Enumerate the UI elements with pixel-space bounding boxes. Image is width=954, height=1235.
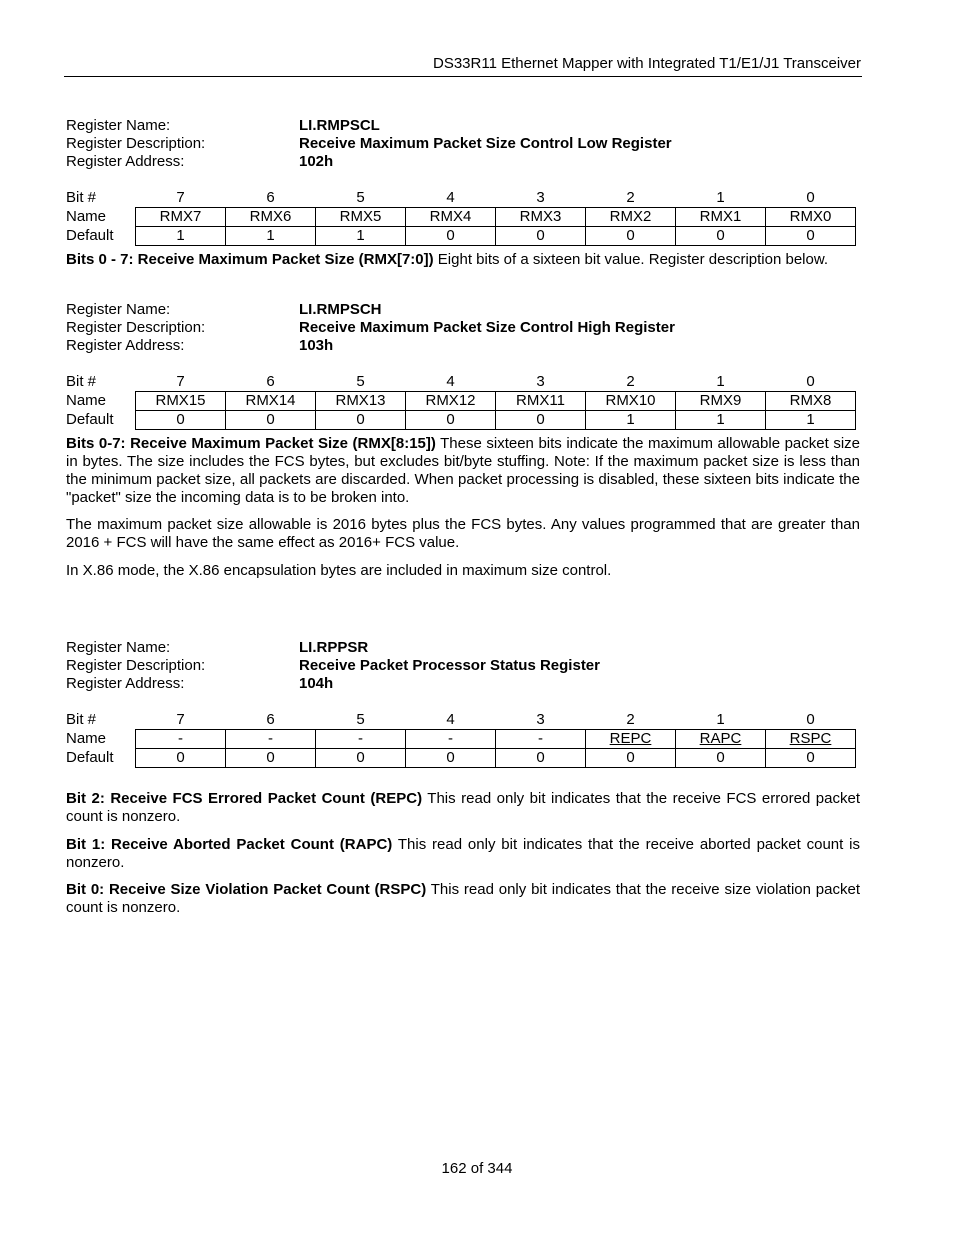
paragraph-heading: Bits 0-7: Receive Maximum Packet Size (RMX[8:15]) (66, 435, 436, 452)
register-name-value: LI.RPPSR (299, 639, 369, 656)
paragraph-text: These sixteen bits indicate the maximum allowable packet size in bytes. The size includes the FCS bytes, but excludes bit/byte stuffing. Note: If the maximum packet size is less than the minimum packet size, all packets are discarded. When packet processing is disabled, these sixteen bits indicate the "packet" size the incoming data is to be broken into. (66, 435, 860, 506)
bit-name-cell: - (496, 730, 586, 749)
bit-name-cell: RMX13 (316, 392, 406, 411)
default-cell: 0 (586, 227, 676, 246)
bit-name-cell: RMX5 (316, 208, 406, 227)
default-cell: 0 (316, 749, 406, 768)
bit-number: 6 (266, 373, 275, 390)
bit-name-cell: RMX10 (586, 392, 676, 411)
bit-name-cell: RMX3 (496, 208, 586, 227)
default-cell: 0 (316, 411, 406, 430)
bit-name-cell: RMX9 (676, 392, 766, 411)
bit-name-row (66, 730, 856, 749)
default-row-label: Default (66, 227, 114, 244)
register-description-value: Receive Packet Processor Status Register (299, 657, 600, 674)
bit-number: 6 (266, 711, 275, 728)
register-meta (66, 639, 866, 695)
bit-name-cell: RMX7 (136, 208, 226, 227)
bit-name-cell: RMX11 (496, 392, 586, 411)
default-row (66, 227, 856, 246)
bit-name-cell: RMX1 (676, 208, 766, 227)
bit-number: 2 (626, 373, 635, 390)
bit-number: 5 (356, 711, 365, 728)
default-cell: 0 (496, 227, 586, 246)
bit-number: 1 (716, 711, 725, 728)
register-description-value: Receive Maximum Packet Size Control Low Register (299, 135, 672, 152)
bit-name-cell: RMX2 (586, 208, 676, 227)
bit-name-cell: RMX14 (226, 392, 316, 411)
page-number: 162 of 344 (441, 1160, 513, 1177)
default-cell: 0 (766, 749, 856, 768)
bit-row-label: Bit # (66, 189, 97, 207)
bit-number: 3 (536, 711, 545, 728)
default-row (66, 411, 856, 430)
bit-number: 6 (266, 189, 275, 206)
default-row-label: Default (66, 749, 114, 766)
name-row-label: Name (66, 392, 107, 409)
header-rule (64, 76, 862, 77)
default-cell: 1 (766, 411, 856, 430)
paragraph-heading: Bit 2: Receive FCS Errored Packet Count (REPC) (66, 790, 423, 807)
bit-table (66, 373, 856, 430)
bit-number: 5 (356, 189, 365, 206)
register-description-label: Register Description: (66, 657, 206, 674)
register-name-value: LI.RMPSCL (299, 117, 380, 134)
description-paragraph: In X.86 mode, the X.86 encapsulation bytes are included in maximum size control. (66, 562, 612, 579)
bit-table (66, 711, 856, 768)
bit-table (66, 189, 856, 246)
bit-number: 4 (446, 711, 455, 728)
default-row (66, 749, 856, 768)
paragraph-heading: Bits 0 - 7: Receive Maximum Packet Size (RMX[7:0]) (66, 251, 434, 268)
bit-name-cell: RAPC (676, 730, 766, 749)
default-cell: 1 (586, 411, 676, 430)
bit-number: 1 (716, 373, 725, 390)
paragraph-heading: Bit 1: Receive Aborted Packet Count (RAPC) (66, 836, 393, 853)
register-name-value: LI.RMPSCH (299, 301, 382, 318)
bit-row-label: Bit # (66, 711, 97, 729)
description-paragraph (66, 836, 860, 872)
register-description-label: Register Description: (66, 319, 206, 336)
register-name-label: Register Name: (66, 639, 171, 656)
bit-number: 4 (446, 373, 455, 390)
bit-number-row (66, 373, 856, 392)
description-paragraph (66, 881, 860, 917)
default-cell: 1 (676, 411, 766, 430)
bit-name-row (66, 392, 856, 411)
paragraph-heading: Bit 0: Receive Size Violation Packet Count (RSPC) (66, 881, 427, 898)
register-block-rmpsch (66, 301, 866, 430)
bit-name-cell: RMX8 (766, 392, 856, 411)
bit-name-cell: - (406, 730, 496, 749)
bit-number: 0 (806, 373, 815, 390)
register-description-label: Register Description: (66, 135, 206, 152)
name-row-label: Name (66, 730, 107, 747)
bit-number: 2 (626, 711, 635, 728)
bit-name-cell: RMX12 (406, 392, 496, 411)
register-address-value: 102h (299, 153, 334, 170)
default-cell: 0 (406, 227, 496, 246)
paragraph-text: This read only bit indicates that the receive size violation packet count is nonzero. (66, 881, 860, 916)
bit-number-row (66, 189, 856, 208)
description-paragraph: The maximum packet size allowable is 2016 bytes plus the FCS bytes. Any values programmed that are greater than 2016 + FCS will have the same effect as 2016+ FCS value. (66, 516, 860, 551)
bit-name-cell: RMX0 (766, 208, 856, 227)
bit-name-cell: RMX15 (136, 392, 226, 411)
bit-number: 0 (806, 189, 815, 206)
bit-number: 3 (536, 189, 545, 206)
default-cell: 0 (406, 411, 496, 430)
bit-number: 7 (176, 711, 185, 728)
default-cell: 1 (136, 227, 226, 246)
bit-row-label: Bit # (66, 373, 97, 391)
description-paragraph (66, 435, 860, 507)
default-cell: 0 (136, 749, 226, 768)
register-address-value: 104h (299, 675, 334, 692)
bit-number: 3 (536, 373, 545, 390)
bit-number: 7 (176, 189, 185, 206)
bit-name-cell: RSPC (766, 730, 856, 749)
register-address-label: Register Address: (66, 337, 185, 354)
default-cell: 0 (586, 749, 676, 768)
bit-name-cell: REPC (586, 730, 676, 749)
bit-name-row (66, 208, 856, 227)
default-cell: 1 (316, 227, 406, 246)
default-cell: 0 (226, 749, 316, 768)
default-cell: 1 (226, 227, 316, 246)
default-cell: 0 (766, 227, 856, 246)
register-address-label: Register Address: (66, 675, 185, 692)
register-name-label: Register Name: (66, 117, 171, 134)
description-paragraph (66, 251, 860, 269)
bit-number: 2 (626, 189, 635, 206)
default-cell: 0 (496, 749, 586, 768)
paragraph-text: This read only bit indicates that the receive FCS errored packet count is nonzero. (66, 790, 860, 825)
description-paragraph (66, 790, 860, 826)
default-cell: 0 (406, 749, 496, 768)
name-row-label: Name (66, 208, 107, 225)
register-description-value: Receive Maximum Packet Size Control High Register (299, 319, 675, 336)
bit-name-cell: - (316, 730, 406, 749)
default-row-label: Default (66, 411, 114, 428)
bit-number: 5 (356, 373, 365, 390)
bit-name-cell: RMX4 (406, 208, 496, 227)
bit-number-row (66, 711, 856, 730)
register-address-value: 103h (299, 337, 334, 354)
default-cell: 0 (676, 227, 766, 246)
register-meta (66, 117, 866, 173)
bit-number: 4 (446, 189, 455, 206)
default-cell: 0 (136, 411, 226, 430)
default-cell: 0 (676, 749, 766, 768)
bit-number: 0 (806, 711, 815, 728)
bit-number: 7 (176, 373, 185, 390)
bit-number: 1 (716, 189, 725, 206)
paragraph-text: This read only bit indicates that the receive aborted packet count is nonzero. (66, 836, 860, 871)
bit-name-cell: - (226, 730, 316, 749)
register-meta (66, 301, 866, 357)
register-block-rppsr (66, 639, 866, 768)
register-address-label: Register Address: (66, 153, 185, 170)
document-header: DS33R11 Ethernet Mapper with Integrated T1/E1/J1 Transceiver (432, 55, 861, 72)
bit-name-cell: - (136, 730, 226, 749)
bit-name-cell: RMX6 (226, 208, 316, 227)
register-block-rmpscl (66, 117, 866, 246)
default-cell: 0 (226, 411, 316, 430)
register-name-label: Register Name: (66, 301, 171, 318)
default-cell: 0 (496, 411, 586, 430)
paragraph-text: Eight bits of a sixteen bit value. Register description below. (433, 251, 829, 268)
